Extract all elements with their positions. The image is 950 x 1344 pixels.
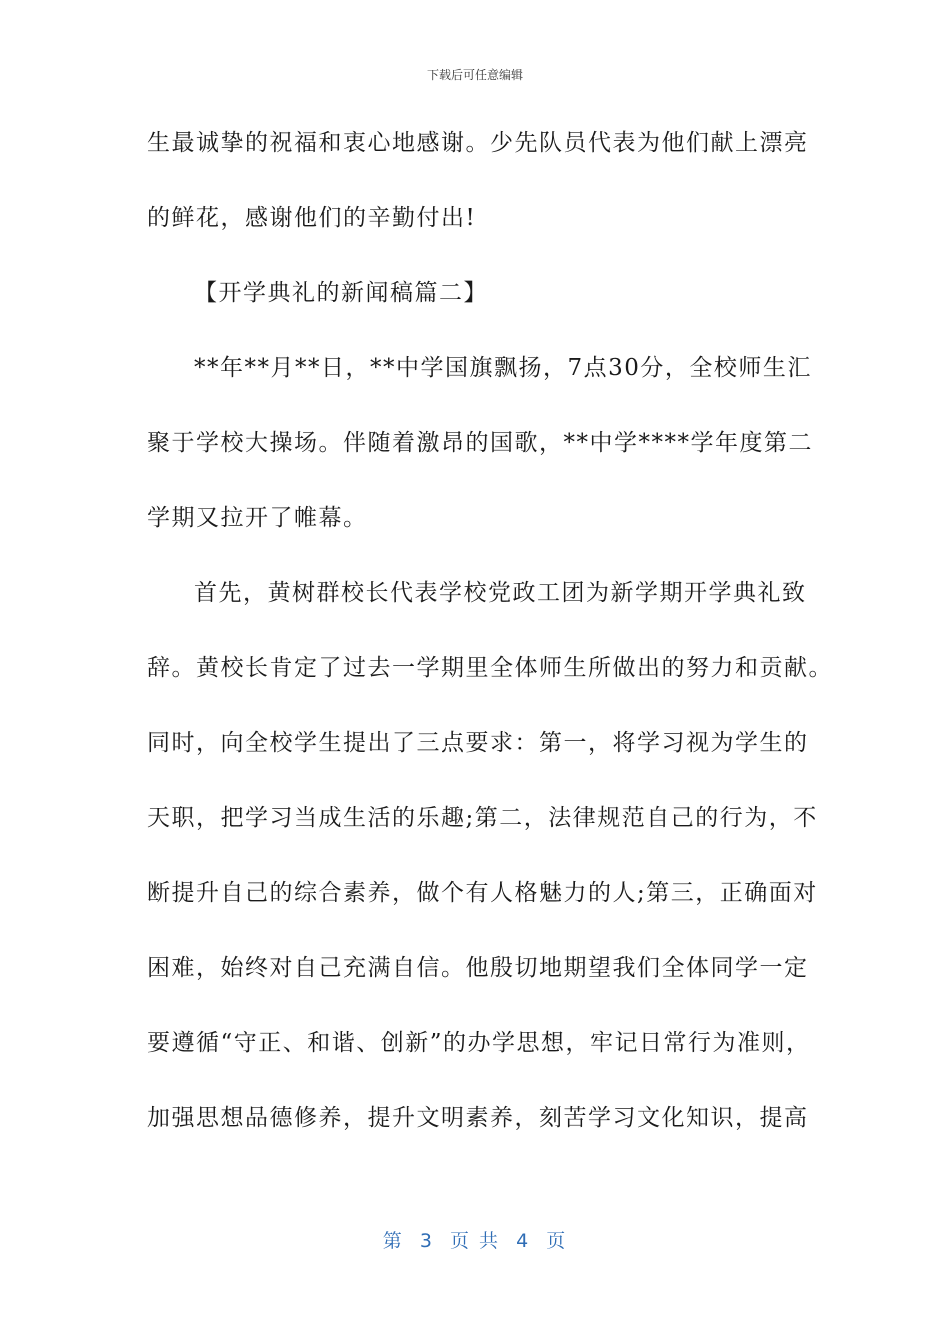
body-line: 生最诚挚的祝福和衷心地感谢。少先队员代表为他们献上漂亮 <box>147 130 809 156</box>
body-line: 辞。黄校长肯定了过去一学期里全体师生所做出的努力和贡献。 <box>147 655 833 681</box>
page-footer <box>0 1226 950 1253</box>
total-pages-number: 4 <box>516 1230 531 1252</box>
body-line: 断提升自己的综合素养，做个有人格魅力的人;第三，正确面对 <box>147 880 818 906</box>
body-line: 的鲜花，感谢他们的辛勤付出! <box>147 205 477 231</box>
footer-prefix: 第 <box>382 1230 404 1252</box>
section-heading: 【开学典礼的新闻稿篇二】 <box>194 280 488 306</box>
body-line: 加强思想品德修养，提升文明素养，刻苦学习文化知识，提高 <box>147 1105 809 1131</box>
paragraph-first-line: **年**月**日，**中学国旗飘扬，7点30分，全校师生汇 <box>194 355 812 381</box>
body-line: 要遵循“守正、和谐、创新”的办学思想，牢记日常行为准则， <box>147 1030 811 1056</box>
page-header: 下载后可任意编辑 <box>426 68 523 82</box>
footer-suffix: 页 <box>546 1230 568 1252</box>
paragraph-first-line: 首先，黄树群校长代表学校党政工团为新学期开学典礼致 <box>194 580 807 606</box>
body-line: 学期又拉开了帷幕。 <box>147 505 368 531</box>
body-line: 聚于学校大操场。伴随着激昂的国歌，**中学****学年度第二 <box>147 430 813 456</box>
footer-middle: 页 共 <box>449 1230 501 1252</box>
document-body <box>147 118 833 1168</box>
body-line: 天职，把学习当成生活的乐趣;第二，法律规范自己的行为，不 <box>147 805 818 831</box>
current-page-number: 3 <box>419 1230 434 1252</box>
body-line: 困难，始终对自己充满自信。他殷切地期望我们全体同学一定 <box>147 955 809 981</box>
body-line: 同时，向全校学生提出了三点要求：第一，将学习视为学生的 <box>147 730 809 756</box>
